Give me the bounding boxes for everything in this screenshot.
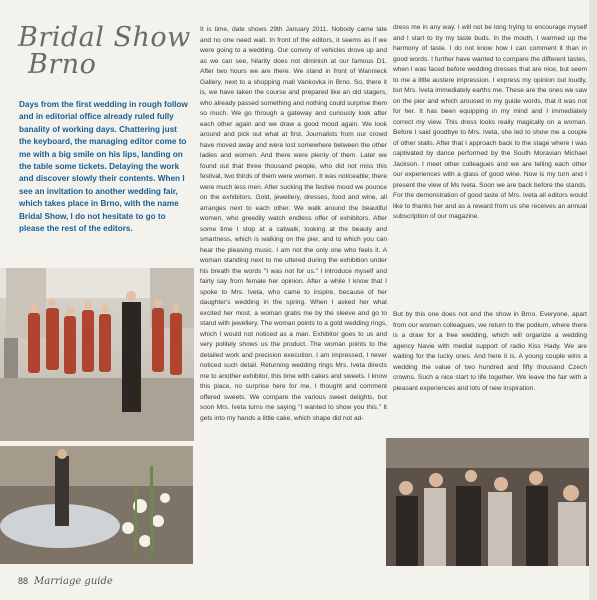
column-2-text: It is time, date shows 29th January 2011. Nobody came late and no one need wait. In front of the editors, it seems as if we were going to a wedding. Our convoy of vehicles drove up and as we can see, hilarity does not diminish at our famous D1. After two hours we are there. We stand in front of Wannieck Gallery, next to a shopping mall Vankovka in Brno. So, there it is, we have taken the course and prepared like an old stagers, who already passed something and nothing could surprise them so much. We go through a gateway and curiously look after each other again and we draw a good mood again. We look around and pick out what at first. Journalists from our crowd have moved away and were lost somewhere between the other ladies and women. And there were plenty of them. Later we found out that three thousand people, who did not miss this festival, two thirds of them were women. It was noticeable; there were much less men. After sucking the festive mood we pounce on the exhibitors. Gold, jewellery, dresses, food and wine, all arranges next to each other. We walk around the beautiful women, who greedily watch endless offer of exhibitors. After some time I stop at a catwalk, looking at the beauty and smartness, which is walking on the pier, and to which you can hear the pleasing music. I am not the only one who feels it. A woman standing next to me uttered during the exhibition under his breath the words "I was not for us." I introduce myself and fairly say from female her opinion. After a while I know that I spoke to Mrs. Iveta, who came to inspire, because of her daughter's wedding in the spring. When I asked her what excited her most, a woman grabs me by the sleeve and go to stand with jewellery. The woman points to a gold wedding rings, which I would not noticed as a man. Exhibitor goes to us and very politely shows us the product. The woman points to the detailed work and precision execution. I am impressed, I never noticed such detail. Returning wedding rings Mrs. Iveta directs me to another exhibitor, this time with cakes and sweets. I know this place, no surprise here for me, I thought and comment offered sweets. We compare the various sweet delights, but soon Mrs. Iveta turns me saying "I wanted to show you this." It gets into my hands a little cake, which shape did not ad- xyxy=(200,26,387,422)
intro-paragraph: Days from the first wedding in rough follow and in editorial office already ruled fully banality of working days. Chattering just the keyboard, the managing editor come to me with a big smile on his lips, landing on the table some tickets. Delaying the work and discover slowly their contents. When I see an invitation to another wedding fair, which takes place in Brno, with the name Bridal Show, I do not hesitate to go to please the rest of the editors. xyxy=(19,100,188,234)
page-edge xyxy=(589,0,597,600)
bridesmaids-photo xyxy=(0,268,194,441)
crowd-photo xyxy=(386,438,597,566)
page-number: 88 xyxy=(18,576,29,586)
magazine-name: Marriage guide xyxy=(34,576,113,587)
title-line-1: Bridal Show xyxy=(18,22,191,53)
article-title xyxy=(18,24,193,78)
title-line-2: Brno xyxy=(28,49,97,80)
page-footer xyxy=(18,576,113,590)
column-3-paragraph-2: But by this one does not end the show in Brno. Everyone, apart from our women colleagues, we return to the podium, where there is a draw for a free wedding, which will organize a wedding agency Navie with medial support of radio Kiss Hady. We are waiting for the lucky ones. And here it is. A young couple wins a wedding the value of two hundred and fifty thousand Czech crowns. Such a nice start to life together. We leave the fair with a pleasant experiences and lots of new inspiration. xyxy=(393,311,587,392)
car-and-flowers-photo xyxy=(0,446,193,564)
column-3-paragraph-1: dress me in any way. I will not be long trying to encourage myself and I start to try my taste buds. In the mouth, I warmed up the harmony of taste. I do not know how I can comment it than in good words. I further have wanted to compare the different tastes, when I was faced before wedding dresses that are nice, but seem to me a little austere impression. I express my opinion out loudly, but Mrs. Iveta immediately earths me. These are the ones we saw on the pier and which aroused in my guide words, that it was not for her. It has been equipping in my mind and I immediately correct my view. This dress looks really magically on a woman. Before I said goodbye to Mrs. Iveta, she led to show me a couple of other stalls. After that I approach back to the stage where I was captivated by dance performed by the South Moravian Michael Jackson. I meet other colleagues and we are telling each other our experiences with a glass of good wine. Now is my turn and I present the view of Ms Iveta. Soon we are back before the stands. For the demonstration of good taste of Mrs. Iveta all editors would like to thanks her and as a reward from us she receives an annual subscription of our magazine. xyxy=(393,24,587,220)
